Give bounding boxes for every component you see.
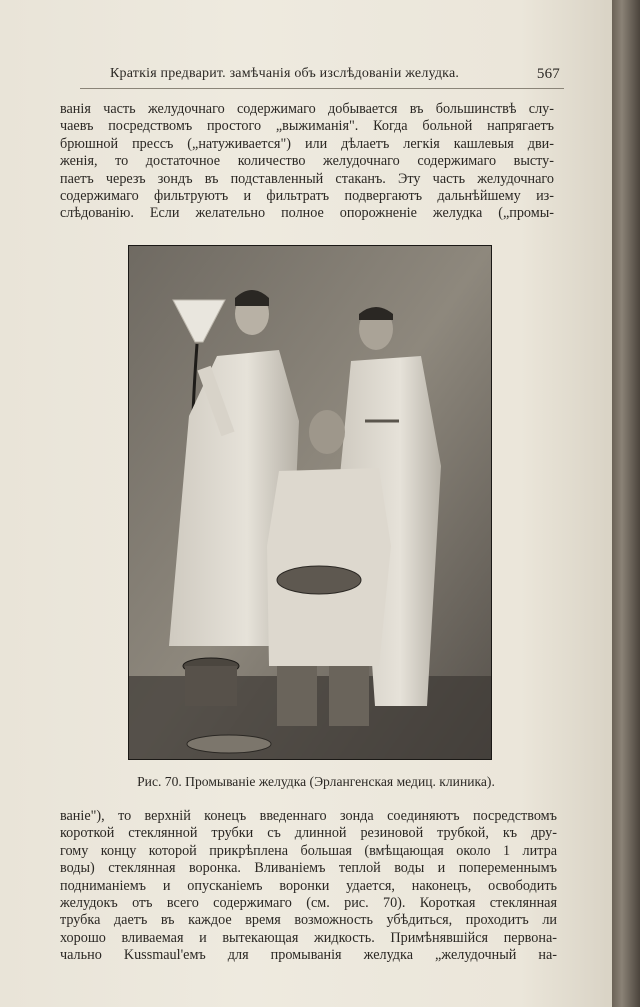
text-line: содержимаго фильтруютъ и фильтратъ подвергаютъ дальнѣйшему из- <box>60 188 554 205</box>
text-line: женія, то достаточное количество желудочнаго содержимаго высту- <box>60 153 554 170</box>
book-page-edge <box>612 0 640 1007</box>
header-rule <box>80 88 564 89</box>
text-line: слѣдованію. Если желательно полное опорожненіе желудка („промы- <box>60 205 554 222</box>
paragraph-top <box>60 101 554 223</box>
paragraph-bottom <box>60 808 557 965</box>
figure-caption: Рис. 70. Промываніе желудка (Эрлангенская медиц. клиника). <box>137 774 495 789</box>
text-line: подниманіемъ и опусканіемъ воронки удается, наконецъ, освободить <box>60 877 557 894</box>
text-line: короткой стеклянной трубки съ длинной резиновой трубкой, къ дру- <box>60 825 557 842</box>
text-line: паетъ черезъ зондъ въ подставленный стаканъ. Эту часть желудочнаго <box>60 170 554 187</box>
text-line: воды) стеклянная воронка. Вливаніемъ теплой воды и попеременнымъ <box>60 860 557 877</box>
text-line: чаевъ посредствомъ простого „выжиманія". Когда больной напрягаетъ <box>60 118 554 135</box>
text-line: трубка даетъ въ каждое время возможность убѣдиться, проходитъ ли <box>60 912 557 929</box>
page-number: 567 <box>536 66 560 82</box>
text-line: гому концу которой прикрѣплена большая (вмѣщающая около 1 литра <box>60 842 557 859</box>
figure-photograph <box>128 245 492 760</box>
text-line: ваніе"), то верхній конецъ введеннаго зонда соединяютъ посредствомъ <box>60 808 557 824</box>
gastric-lavage-photo <box>129 246 491 759</box>
text-line: чально Kussmaul'емъ для промыванія желудка „желудочный на- <box>60 947 557 964</box>
text-line: желудокъ отъ всего содержимаго (см. рис. 70). Короткая стеклянная <box>60 895 557 912</box>
running-header <box>110 66 560 86</box>
text-line: хорошо вливаемая и вытекающая жидкость. Примѣнявшійся первона- <box>60 929 557 946</box>
running-title: Краткія предварит. замѣчанія объ изслѣдованіи желудка. <box>110 66 460 81</box>
text-line: брюшной прессъ („натуживается") или дѣлаетъ легкія кашлевыя дви- <box>60 135 554 152</box>
text-line: ванія часть желудочнаго содержимаго добывается въ большинствѣ слу- <box>60 101 554 117</box>
